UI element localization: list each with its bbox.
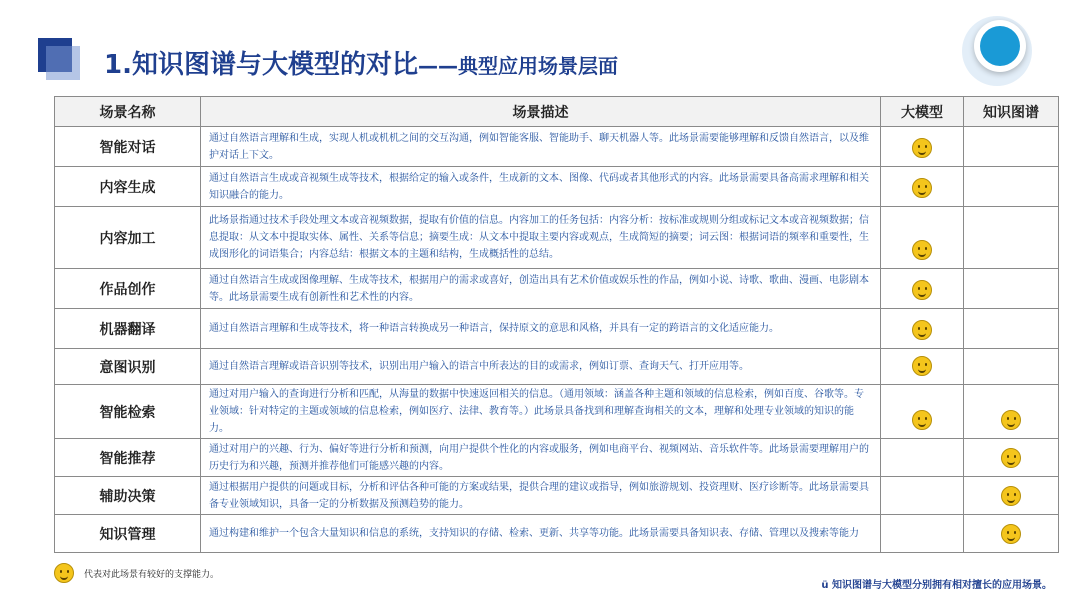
smiley-face-icon: [912, 410, 932, 430]
kg-support-cell: [964, 439, 1059, 477]
smiley-face-icon: [912, 320, 932, 340]
table-row: [55, 439, 1059, 477]
scene-name-cell: 辅助决策: [55, 477, 201, 515]
header-llm: 大模型: [881, 97, 964, 127]
llm-support-cell: [881, 127, 964, 167]
legend: [54, 563, 219, 583]
smiley-face-icon: [1001, 448, 1021, 468]
table-row: [55, 309, 1059, 349]
scene-name-cell: 智能对话: [55, 127, 201, 167]
smiley-face-icon: [1001, 524, 1021, 544]
smiley-face-icon: [912, 178, 932, 198]
table-row: [55, 515, 1059, 553]
table-row: [55, 127, 1059, 167]
corner-decoration: [38, 38, 80, 80]
kg-support-cell: [964, 309, 1059, 349]
scene-name-cell: 智能推荐: [55, 439, 201, 477]
header-kg: 知识图谱: [964, 97, 1059, 127]
scene-name-cell: 知识管理: [55, 515, 201, 553]
table-row: [55, 349, 1059, 385]
smiley-face-icon: [1001, 486, 1021, 506]
llm-support-cell: [881, 439, 964, 477]
smiley-face-icon: [912, 138, 932, 158]
corner-square-light: [46, 46, 80, 80]
smiley-face-icon: [912, 356, 932, 376]
scene-name-cell: 内容生成: [55, 167, 201, 207]
circle-decoration: [962, 10, 1038, 86]
table-body: [55, 127, 1059, 553]
scene-desc-cell: 此场景指通过技术手段处理文本或音视频数据，提取有价值的信息。内容加工的任务包括：内容分析：按标准或规则分组或标记文本或音视频数据；信息提取：从文本中提取实体、属性、关系等信息；摘要生成：从文本中提取主要内容或观点，生成简短的摘要；词云图：根据词语的频率和重要性，生成图形化的词语集合；内容总结：根据文本的主题和结构，生成概括性的总结。: [201, 207, 881, 269]
llm-support-cell: [881, 309, 964, 349]
llm-support-cell: [881, 349, 964, 385]
kg-support-cell: [964, 477, 1059, 515]
scene-desc-cell: 通过自然语言生成或图像理解、生成等技术，根据用户的需求或喜好，创造出具有艺术价值或娱乐性的作品，例如小说、诗歌、歌曲、漫画、电影剧本等。此场景需要生成有创新性和艺术性的内容。: [201, 269, 881, 309]
legend-text: 代表对此场景有较好的支撑能力。: [84, 569, 220, 580]
llm-support-cell: [881, 167, 964, 207]
kg-support-cell: [964, 349, 1059, 385]
scene-desc-cell: 通过自然语言生成或音视频生成等技术，根据给定的输入或条件，生成新的文本、图像、代码或者其他形式的内容。此场景需要具备高需求理解和相关知识融合的能力。: [201, 167, 881, 207]
header-scene-desc: 场景描述: [201, 97, 881, 127]
smiley-face-icon: [912, 240, 932, 260]
scene-desc-cell: 通过对用户的兴趣、行为、偏好等进行分析和预测，向用户提供个性化的内容或服务，例如电商平台、视频网站、音乐软件等。此场景需要理解用户的历史行为和兴趣，预测并推荐他们可能感兴趣的内容。: [201, 439, 881, 477]
table-row: [55, 385, 1059, 439]
scene-name-cell: 机器翻译: [55, 309, 201, 349]
smiley-face-icon: [1001, 410, 1021, 430]
header-scene-name: 场景名称: [55, 97, 201, 127]
kg-support-cell: [964, 207, 1059, 269]
table-row: [55, 477, 1059, 515]
kg-support-cell: [964, 385, 1059, 439]
scene-name-cell: 内容加工: [55, 207, 201, 269]
scene-desc-cell: 通过根据用户提供的问题或目标，分析和评估各种可能的方案或结果，提供合理的建议或指导，例如旅游规划、投资理财、医疗诊断等。此场景需要具备专业领域知识，具备一定的分析数据及预测趋势的能力。: [201, 477, 881, 515]
scene-name-cell: 作品创作: [55, 269, 201, 309]
slide-title-main: 1.知识图谱与大模型的对比: [104, 50, 418, 80]
scene-desc-cell: 通过自然语言理解和生成等技术，将一种语言转换成另一种语言，保持原文的意思和风格，并具有一定的跨语言的文化适应能力。: [201, 309, 881, 349]
llm-support-cell: [881, 385, 964, 439]
kg-support-cell: [964, 167, 1059, 207]
slide-title: [104, 44, 618, 81]
kg-support-cell: [964, 515, 1059, 553]
comparison-table-wrapper: [54, 96, 1058, 553]
table-header-row: [55, 97, 1059, 127]
scene-name-cell: 智能检索: [55, 385, 201, 439]
table-row: [55, 167, 1059, 207]
kg-support-cell: [964, 127, 1059, 167]
table-row: [55, 269, 1059, 309]
smiley-face-icon: [912, 280, 932, 300]
smiley-face-icon: [54, 563, 74, 583]
scene-desc-cell: 通过自然语言理解和生成，实现人机或机机之间的交互沟通，例如智能客服、智能助手、聊天机器人等。此场景需要能够理解和反馈自然语言，以及维护对话上下文。: [201, 127, 881, 167]
footnote: ü 知识图谱与大模型分别拥有相对擅长的应用场景。: [821, 580, 1052, 591]
scene-desc-cell: 通过构建和维护一个包含大量知识和信息的系统，支持知识的存储、检索、更新、共享等功能。此场景需要具备知识表、存储、管理以及搜索等能力: [201, 515, 881, 553]
comparison-table: [54, 96, 1059, 553]
table-row: [55, 207, 1059, 269]
scene-desc-cell: 通过自然语言理解或语音识别等技术，识别出用户输入的语言中所表达的目的或需求，例如订票、查询天气、打开应用等。: [201, 349, 881, 385]
llm-support-cell: [881, 477, 964, 515]
scene-desc-cell: 通过对用户输入的查询进行分析和匹配，从海量的数据中快速返回相关的信息。（通用领域：涵盖各种主题和领域的信息检索，例如百度、谷歌等。专业领域：针对特定的主题或领域的信息检索，例如医疗、法律、教育等。）此场景具备找到和理解查询相关的文本，理解和处理专业领域的知识的能力。: [201, 385, 881, 439]
scene-name-cell: 意图识别: [55, 349, 201, 385]
circle-dot: [980, 26, 1020, 66]
llm-support-cell: [881, 269, 964, 309]
llm-support-cell: [881, 207, 964, 269]
llm-support-cell: [881, 515, 964, 553]
kg-support-cell: [964, 269, 1059, 309]
slide-title-sub: ——典型应用场景层面: [417, 54, 618, 78]
